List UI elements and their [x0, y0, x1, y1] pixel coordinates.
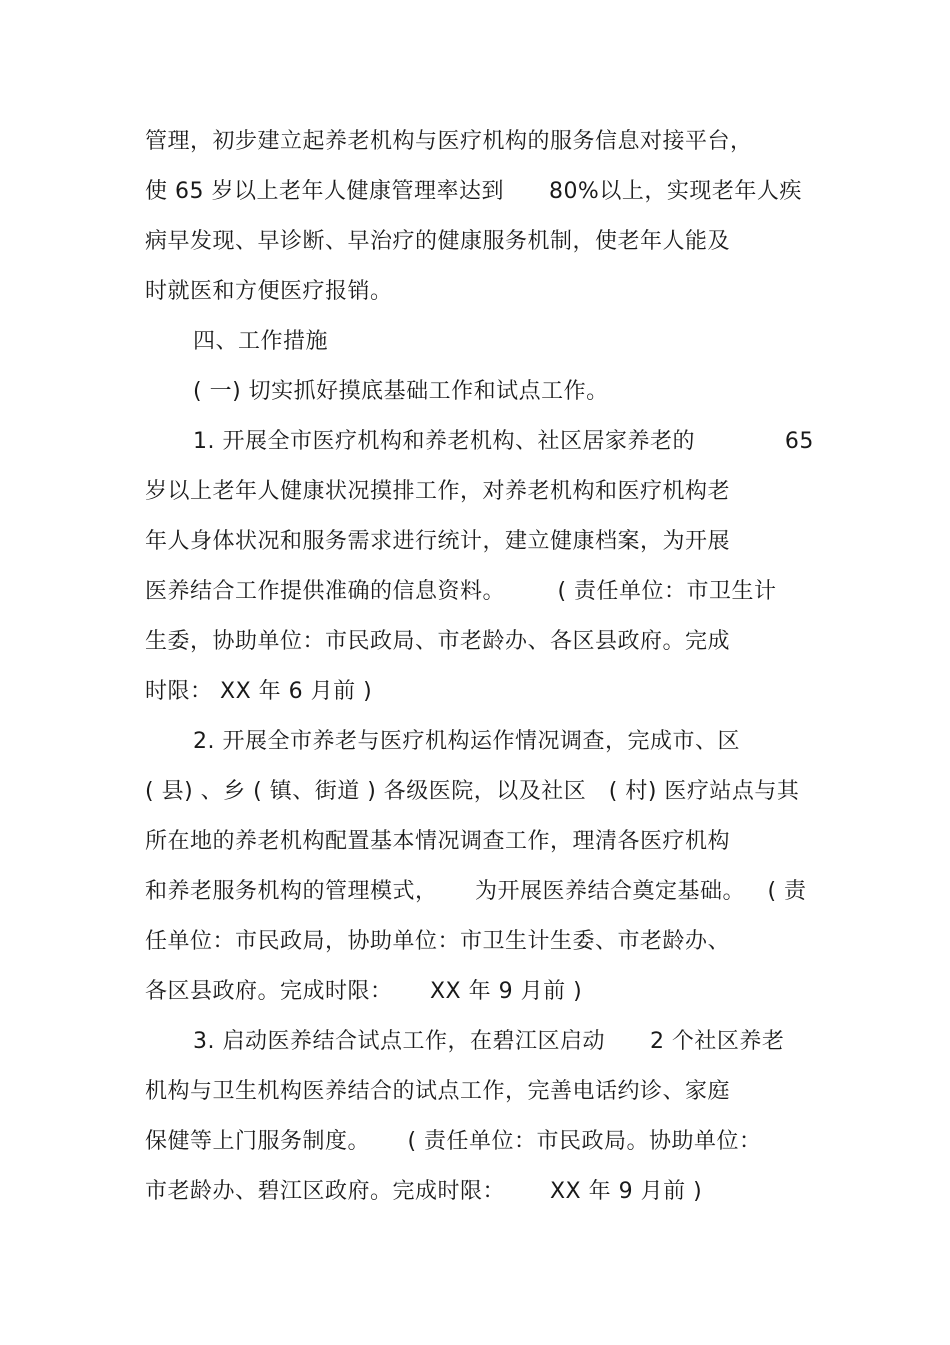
paragraph-line: 保健等上门服务制度。 ( 责任单位：市民政局。协助单位： [145, 1129, 762, 1154]
section-heading: 四、工作措施 [193, 329, 329, 354]
paragraph-line: ( 县) 、乡 ( 镇、街道 ) 各级医院，以及社区 ( 村) 医疗站点与其 [145, 779, 800, 804]
paragraph-line: 生委，协助单位：市民政局、市老龄办、各区县政府。完成 [145, 629, 731, 654]
paragraph-line: 2. 开展全市养老与医疗机构运作情况调查，完成市、区 [193, 729, 740, 754]
paragraph-line: 1. 开展全市医疗机构和养老机构、社区居家养老的 65 [193, 429, 814, 454]
paragraph-line: 岁以上老年人健康状况摸排工作，对养老机构和医疗机构老 [145, 479, 731, 504]
paragraph-line: 时限： XX 年 6 月前 ) [145, 679, 373, 704]
paragraph-line: 使 65 岁以上老年人健康管理率达到 80%以上，实现老年人疾 [145, 179, 802, 204]
paragraph-line: 年人身体状况和服务需求进行统计，建立健康档案，为开展 [145, 529, 731, 554]
paragraph-line: 医养结合工作提供准确的信息资料。 ( 责任单位：市卫生计 [145, 579, 777, 604]
paragraph-line: 时就医和方便医疗报销。 [145, 279, 393, 304]
paragraph-line: 和养老服务机构的管理模式， 为开展医养结合奠定基础。 ( 责 [145, 879, 807, 904]
paragraph-line: 3. 启动医养结合试点工作，在碧江区启动 2 个社区养老 [193, 1029, 785, 1054]
subsection-heading: ( 一) 切实抓好摸底基础工作和试点工作。 [193, 379, 609, 404]
paragraph-line: 机构与卫生机构医养结合的试点工作，完善电话约诊、家庭 [145, 1079, 731, 1104]
paragraph-line: 管理，初步建立起养老机构与医疗机构的服务信息对接平台， [145, 129, 753, 154]
paragraph-line: 市老龄办、碧江区政府。完成时限： XX 年 9 月前 ) [145, 1179, 703, 1204]
paragraph-line: 所在地的养老机构配置基本情况调查工作，理清各医疗机构 [145, 829, 731, 854]
paragraph-line: 病早发现、早诊断、早治疗的健康服务机制，使老年人能及 [145, 229, 731, 254]
paragraph-line: 任单位：市民政局，协助单位：市卫生计生委、市老龄办、 [145, 929, 731, 954]
paragraph-line: 各区县政府。完成时限： XX 年 9 月前 ) [145, 979, 583, 1004]
